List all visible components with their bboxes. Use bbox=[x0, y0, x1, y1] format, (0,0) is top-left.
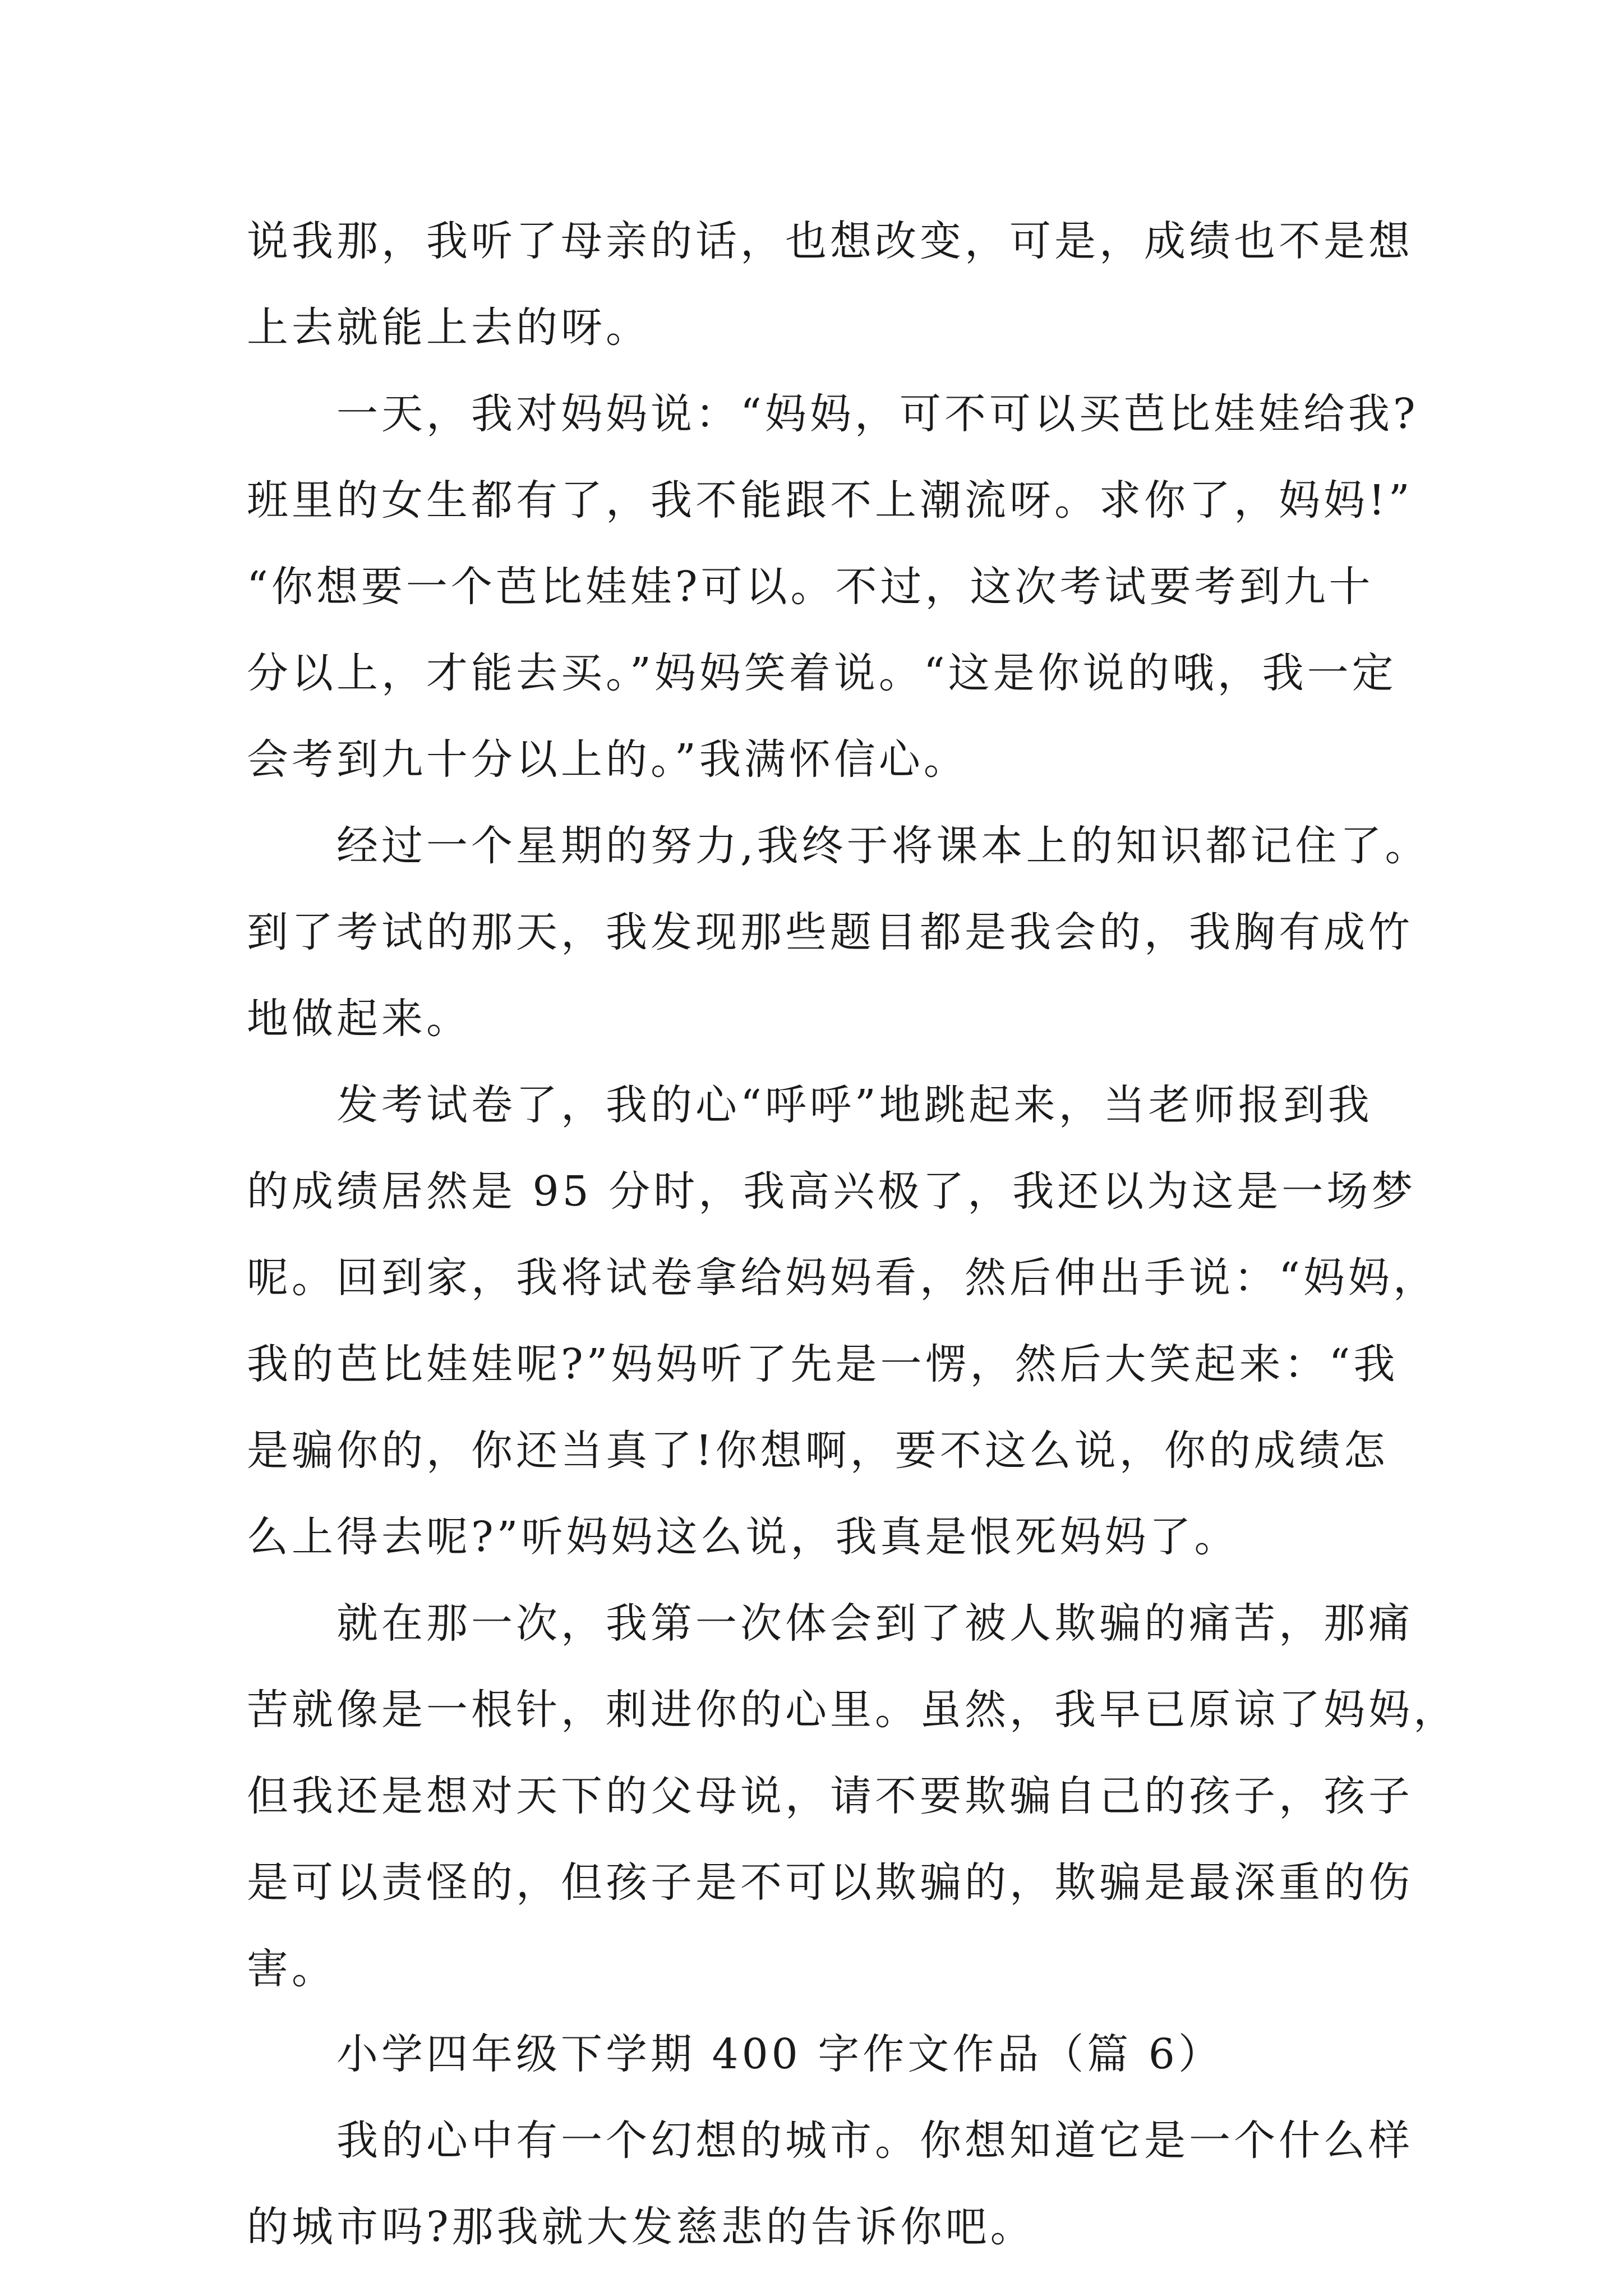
text-line: “你想要一个芭比娃娃?可以。不过，这次考试要考到九十 bbox=[247, 563, 1374, 611]
text-line: 呢。回到家，我将试卷拿给妈妈看，然后伸出手说：“妈妈， bbox=[247, 1254, 1438, 1302]
text-line: 我的芭比娃娃呢?”妈妈听了先是一愣，然后大笑起来：“我 bbox=[247, 1340, 1399, 1388]
text-line: 说我那，我听了母亲的话，也想改变，可是，成绩也不是想 bbox=[247, 217, 1413, 265]
text-line: 分以上，才能去买。”妈妈笑着说。“这是你说的哦，我一定 bbox=[247, 649, 1397, 697]
text-line: 但我还是想对天下的父母说，请不要欺骗自己的孩子，孩子 bbox=[247, 1772, 1413, 1820]
text-line: 的成绩居然是 95 分时，我高兴极了，我还以为这是一场梦 bbox=[247, 1167, 1417, 1216]
text-line: 苦就像是一根针，刺进你的心里。虽然，我早已原谅了妈妈， bbox=[247, 1686, 1458, 1734]
text-line: 发考试卷了，我的心“呼呼”地跳起来，当老师报到我 bbox=[336, 1081, 1373, 1129]
text-line: 是骗你的，你还当真了!你想啊，要不这么说，你的成绩怎 bbox=[247, 1427, 1389, 1475]
text-line: 会考到九十分以上的。”我满怀信心。 bbox=[247, 735, 969, 784]
text-line: 一天，我对妈妈说：“妈妈，可不可以买芭比娃娃给我? bbox=[336, 390, 1419, 438]
text-line: 的城市吗?那我就大发慈悲的告诉你吧。 bbox=[247, 2203, 1035, 2251]
text-line: 到了考试的那天，我发现那些题目都是我会的，我胸有成竹 bbox=[247, 908, 1413, 956]
section-heading: 小学四年级下学期 400 字作文作品（篇 6） bbox=[336, 2030, 1223, 2078]
text-line: 是可以责怪的，但孩子是不可以欺骗的，欺骗是最深重的伤 bbox=[247, 1858, 1413, 1907]
text-line: 上去就能上去的呀。 bbox=[247, 303, 651, 352]
text-line: 么上得去呢?”听妈妈这么说，我真是恨死妈妈了。 bbox=[247, 1513, 1239, 1561]
text-line: 就在那一次，我第一次体会到了被人欺骗的痛苦，那痛 bbox=[336, 1599, 1413, 1648]
text-line: 经过一个星期的努力,我终于将课本上的知识都记住了。 bbox=[336, 822, 1430, 870]
text-line: 我的心中有一个幻想的城市。你想知道它是一个什么样 bbox=[336, 2116, 1413, 2165]
text-line: 班里的女生都有了，我不能跟不上潮流呀。求你了，妈妈!” bbox=[247, 476, 1413, 524]
text-line: 害。 bbox=[247, 1945, 336, 1993]
text-line: 地做起来。 bbox=[247, 995, 471, 1043]
